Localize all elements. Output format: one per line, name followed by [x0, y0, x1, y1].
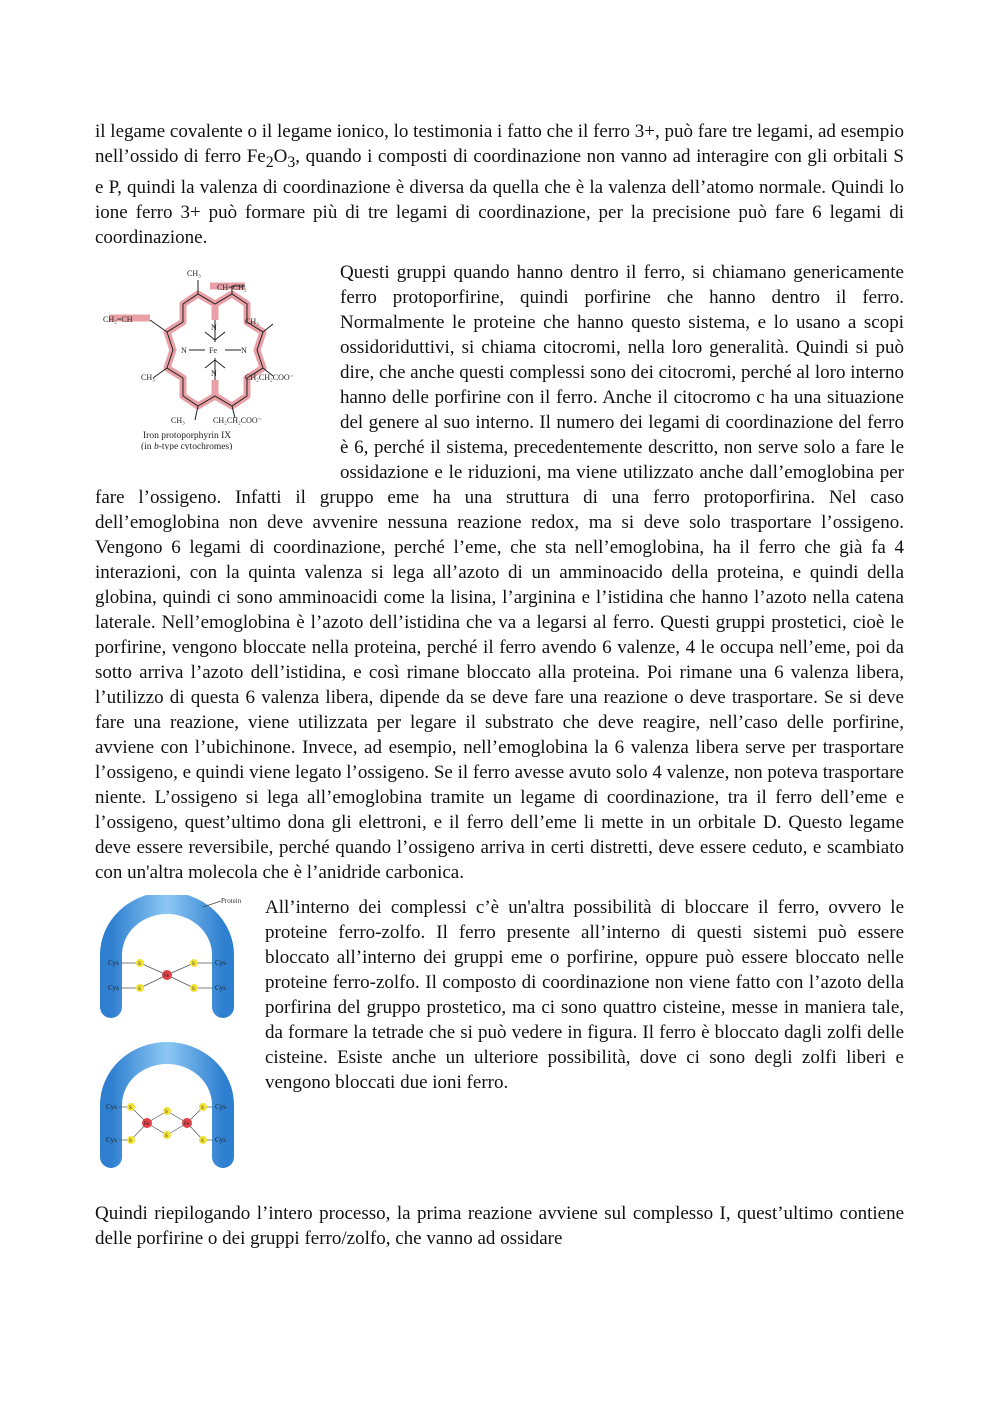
paragraph-iron-sulfur: All’interno dei complessi c’è un'altra possibilità di bloccare il ferro, ovvero le proteine ferro-zolfo. Il ferro presente all’interno di questi sistemi può essere bloccato all’interno dei gruppi eme o porfirine, oppure può essere bloccato nelle proteine ferro-zolfo. Il composto di coordinazione non viene fatto con l’azoto della porfirina del gruppo prostetico, ma ci sono quattro cisteine, messe in maniera tale, da formare la tetrade che si può vedere in figura. Il ferro è bloccato dagli zolfi delle cisteine. Esiste anche un ulteriore possibilità, dove ci sono degli zolfi liberi e vengono bloccati due ioni ferro.: [265, 896, 904, 1093]
s-label: S: [192, 961, 195, 967]
spacer: [95, 1180, 904, 1201]
bottom-cluster-atom-labels: [129, 1106, 204, 1144]
paragraph-intro-rest: , quando i composti di coordinazione non vanno ad interagire con gli orbitali S e P, quindi la valenza di coordinazione è diversa da quella che è la valenza dell’atomo normale. Quindi lo ione ferro 3+ può formare più di tre legami di coordinazione, per la precisione può fare 6 legami di coordinazione.: [95, 146, 904, 248]
document-page: [95, 119, 904, 1251]
spacer: [95, 250, 904, 260]
s-label: S: [192, 986, 195, 992]
cys-label: Cys: [215, 1102, 226, 1111]
s-label: S: [201, 1138, 204, 1144]
protoporphyrin-diagram: [95, 260, 335, 450]
cys-label: Cys: [215, 1135, 226, 1144]
label-ch3-right: CH₃: [245, 316, 259, 326]
cys-label: Cys: [215, 958, 226, 967]
cys-label: Cys: [108, 958, 119, 967]
formula-sub-2: 2: [265, 153, 274, 171]
iron-oxide-formula: [246, 146, 296, 171]
label-ch3-top: CH₃: [187, 268, 201, 278]
cys-label: Cys: [108, 983, 119, 992]
caption-line-2a: (in: [141, 441, 154, 450]
cys-label: Cys: [106, 1102, 117, 1111]
cys-label: Cys: [215, 983, 226, 992]
label-n-left: N: [181, 345, 187, 355]
s-label: S: [138, 986, 141, 992]
formula-fe: Fe: [246, 146, 266, 167]
label-ch3-left: CH₃: [141, 372, 155, 382]
label-ch3-bottom: CH₃: [171, 415, 185, 425]
cys-label: Cys: [106, 1135, 117, 1144]
paragraph-intro-text: il legame covalente o il legame ionico, lo testimonia i fatto che il ferro 3+, può fare tre legami, ad esempio nell’ossido di ferro: [95, 121, 904, 167]
s-label: S: [129, 1105, 132, 1111]
paragraph-summary: Quindi riepilogando l’intero processo, la prima reazione avviene sul complesso I, quest’ultimo contiene delle porfirine o dei gruppi ferro/zolfo, che vanno ad ossidare: [95, 1202, 904, 1249]
label-n-top: N: [211, 322, 217, 332]
paragraph-cytochromes: Questi gruppi quando hanno dentro il ferro, si chiamano genericamente ferro protoporfirine, quindi porfirine che hanno dentro il ferro. Normalmente le proteine che hanno questo sistema, e lo usano a scopi ossidoriduttivi, si chiama citocromi, nella loro generalità. Quindi si può dire, che anche questi complessi sono dei citocromi, perché al loro interno hanno delle porfirine con il ferro. Anche il citocromo c ha una situazione del genere al suo interno. Il numero dei legami di coordinazione del ferro è 6, perché il sistema, precedentemente descritto, non serve solo a fare le ossidazione e le riduzioni, ma viene utilizzato anche dall’emoglobina per fare l’ossigeno. Infatti il gruppo eme ha una struttura di una ferro protoporfirina. Nel caso dell’emoglobina non deve avvenire nessuna reazione redox, ma si deve solo trasportare l’ossigeno. Vengono 6 legami di coordinazione, perché l’eme, che sta nell’emoglobina, ha il ferro che già fa 4 interazioni, con la quinta valenza si lega all’azoto di un amminoacido della proteina, e quindi della globina, quindi ci sono amminoacidi come la lisina, l’arginina e l’istidina che hanno l’azoto nella catena laterale. Nell’emoglobina è l’azoto dell’istidina che va a legarsi al ferro. Questi gruppi prostetici, cioè le porfirine, vengono bloccate nella proteina, perché il ferro avendo 6 valenze, 4 le occupa nell’eme, poi da sotto arriva l’azoto dell’istidina, e così rimane bloccato alla proteina. Poi rimane una 6 valenza libera, l’utilizzo di questa 6 valenza libera, dipende da se deve fare una reazione o deve trasportare. Se si deve fare una reazione, viene utilizzata per legare il substrato che deve reagire, nell’caso delle porfirine, avviene con l’ubichinone. Invece, ad esempio, nell’emoglobina la 6 valenza libera serve per trasportare l’ossigeno, e quindi viene legato l’ossigeno. Se il ferro avesse avuto solo 4 valenze, non poteva trasportare niente. L’ossigeno si lega all’emoglobina tramite un legame di coordinazione, tra il ferro dell’eme e l’ossigeno, quest’ultimo dona gli elettroni, e il ferro dell’eme li mette in un orbitale D. Questo legame deve essere reversibile, perché quando l’ossigeno arriva in certi distretti, deve essere ceduto, e scambiato con un'altra molecola che è l’anidride carbonica.: [95, 261, 905, 883]
label-propionate-right: CH₂CH₂COO⁻: [245, 372, 294, 382]
label-propionate-bottom: CH₂CH₂COO⁻: [213, 415, 262, 425]
label-n-bottom: N: [211, 368, 217, 378]
s-label: S: [201, 1105, 204, 1111]
label-n-right: N: [241, 345, 247, 355]
fe-label: Fe: [144, 1121, 149, 1127]
formula-o: O: [273, 146, 288, 167]
protoporphyrin-figure: [95, 260, 340, 461]
protein-label: Protein: [221, 896, 242, 905]
spacer: [95, 885, 904, 895]
s-label: S: [165, 1133, 168, 1139]
fe-label: Fe: [164, 973, 169, 979]
caption-line-2c: -type cytochromes): [158, 441, 233, 450]
fe-label: Fe: [184, 1121, 189, 1127]
s-label: S: [165, 1109, 168, 1115]
label-fe: Fe: [209, 345, 217, 355]
label-vinyl-top: CH=CH₂: [217, 282, 247, 292]
s-label: S: [138, 961, 141, 967]
caption-line-2b: b: [153, 441, 159, 450]
caption-line-2: [141, 441, 232, 450]
protein-arch-top: [111, 903, 223, 1007]
caption-line-1: Iron protoporphyrin IX: [143, 430, 232, 441]
iron-sulfur-figure: [95, 895, 265, 1180]
label-vinyl-left: CH₂=CH: [103, 314, 133, 324]
formula-sub-3: 3: [287, 153, 296, 171]
iron-sulfur-diagram: [95, 895, 245, 1175]
paragraph-intro: [95, 119, 904, 250]
s-label: S: [129, 1138, 132, 1144]
